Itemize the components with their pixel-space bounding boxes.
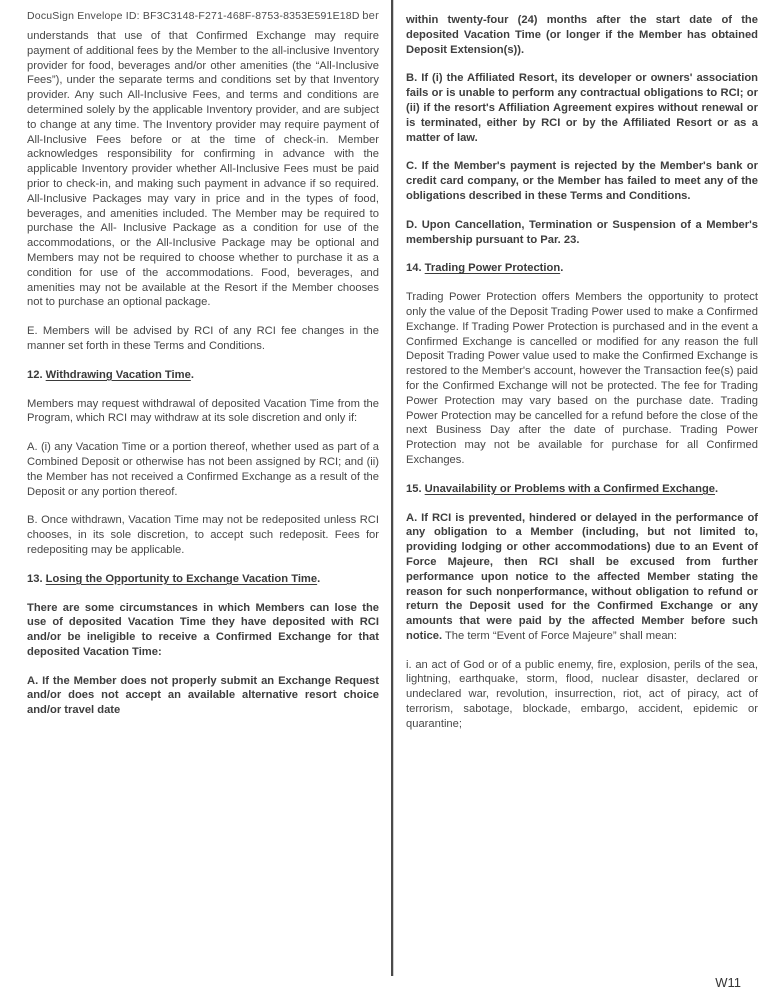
paragraph-e: E. Members will be advised by RCI of any RCI fee changes in the manner set forth in these Terms and Conditions.	[27, 325, 379, 352]
paragraph-15a-bold: A. If RCI is prevented, hindered or delayed in the performance of any obligation to a Member (including, but not limited to, providing lodging or other accommodations) due to an Event of Force Majeure, then RCI shall be excused from further performance upon notice to the affected Member stating the reason for such nonperformance, without obligation to refund or return the Deposit used for the Confirmed Exchange or any amounts that were paid by the affected Member before such notice.	[406, 511, 758, 642]
section-number: 12.	[27, 368, 43, 381]
section-title: Unavailability or Problems with a Confirmed Exchange	[424, 482, 715, 495]
section-heading-15	[406, 482, 758, 497]
left-column	[27, 29, 379, 718]
section-number: 13.	[27, 572, 43, 585]
paragraph-15a	[406, 511, 758, 644]
section-suffix: .	[560, 262, 564, 275]
paragraph-within-24-months: within twenty-four (24) months after the start date of the deposited Vacation Time (or longer if the Member has obtained Deposit Extension(s)).	[406, 14, 758, 56]
paragraph-12a: A. (i) any Vacation Time or a portion thereof, whether used as part of a Combined Deposit or otherwise has not been assigned by RCI; and (ii) the Member has not received a Confirmed Exchange as a result of the Deposit or any portion thereof.	[27, 441, 379, 498]
right-column	[406, 13, 758, 732]
section-heading-12	[27, 368, 379, 383]
paragraph-13c: C. If the Member's payment is rejected by the Member's bank or credit card company, or the Member has failed to meet any of the obligations described in these Terms and Conditions.	[406, 160, 758, 202]
section-number: 14.	[406, 262, 422, 275]
paragraph-13a: A. If the Member does not properly submit an Exchange Request and/or does not accept an available alternative resort choice and/or travel date	[27, 674, 379, 717]
section-heading-14	[406, 261, 758, 276]
paragraph-12b: B. Once withdrawn, Vacation Time may not be redeposited unless RCI chooses, in its sole discretion, to accept such redeposit. Fees for redepositing may be applicable.	[27, 514, 379, 556]
docusign-header	[27, 10, 379, 22]
section-title: Trading Power Protection	[424, 262, 561, 275]
column-divider	[391, 0, 393, 976]
page-number: W11	[715, 975, 741, 990]
paragraph-trading-power: Trading Power Protection offers Members the opportunity to protect only the value of the Deposit Trading Power used to make a Confirmed Exchange. If Trading Power Protection is purchased and in the event a Confirmed Exchange is cancelled or modified for any reason the full Deposit Trading Power value used to make the Confirmed Exchange is restored to the Member's account, however the Transaction fee(s) paid for the Confirmed Exchange will not be protected. The fee for Trading Power Protection may vary based on the purchase date. Trading Power Protection may be cancelled for a refund before the close of the next Business Day after the date of purchase. Trading Power Protection may not be available for purchase for all Confirmed Exchanges.	[406, 291, 758, 466]
paragraph-15a-regular: The term “Event of Force Majeure” shall mean:	[442, 629, 677, 642]
section-suffix: .	[190, 368, 194, 381]
paragraph-withdraw-intro: Members may request withdrawal of deposited Vacation Time from the Program, which RCI may withdraw at its sole discretion and only if:	[27, 397, 379, 425]
section-number: 15.	[406, 482, 422, 495]
paragraph-13b: B. If (i) the Affiliated Resort, its developer or owners' association fails or is unable to perform any contractual obligations to RCI; or (ii) if the resort's Affiliation Agreement expires without renewal or is terminated, either by RCI or by the Affiliated Resort or as a matter of law.	[406, 72, 758, 144]
paragraph-13d: D. Upon Cancellation, Termination or Suspension of a Member's membership pursuant to Par. 23.	[406, 218, 758, 246]
section-suffix: .	[317, 572, 321, 585]
section-title: Losing the Opportunity to Exchange Vacation Time	[45, 572, 318, 585]
paragraph-all-inclusive: understands that use of that Confirmed Exchange may require payment of additional fees by the Member to the all-inclusive Inventory provider for food, beverages and/or other amenities (the “All-Inclusive Fees”), under the separate terms and conditions set by that Inventory provider. Any such All-Inclusive Fees, and terms and conditions are determined solely by the applicable Inventory provider, and are subject to change at any time. The Inventory provider may require payment of All-Inclusive Fees before or at the time of check-in. Member acknowledges responsibility for confirming in advance with the applicable Inventory provider whether All-Inclusive Fees must be paid prior to check-in, and making such payment in advance if so required. All-Inclusive Packages may vary in price and in the types of food, beverages, and amenities included. The Member may be required to purchase the All- Inclusive Package as a condition for use of the accommodations, or the All-Inclusive Package may be optional and Members may not be required to choose whether to purchase it as a condition for use of the accommodations. Food, beverages, and amenities may not be available at the Resort if the Member chooses not to purchase an optional package.	[27, 30, 379, 309]
section-title: Withdrawing Vacation Time	[45, 368, 191, 381]
docusign-envelope-id: DocuSign Envelope ID: BF3C3148-F271-468F-8753-8353E591E18D	[27, 10, 360, 22]
section-suffix: .	[715, 482, 719, 495]
paragraph-lose-intro: There are some circumstances in which Members can lose the use of deposited Vacation Time they have deposited with RCI and/or be ineligible to receive a Confirmed Exchange for that deposited Vacation Time:	[27, 601, 379, 658]
paragraph-force-majeure-i: i. an act of God or of a public enemy, fire, explosion, perils of the sea, lightning, earthquake, storm, flood, nuclear disaster, declared or undeclared war, revolution, insurrection, riot, act of piracy, act of terrorism, sabotage, blockade, embargo, accident, epidemic or quarantine;	[406, 658, 758, 730]
truncated-line-fragment: ber	[362, 10, 379, 22]
section-heading-13	[27, 572, 379, 587]
